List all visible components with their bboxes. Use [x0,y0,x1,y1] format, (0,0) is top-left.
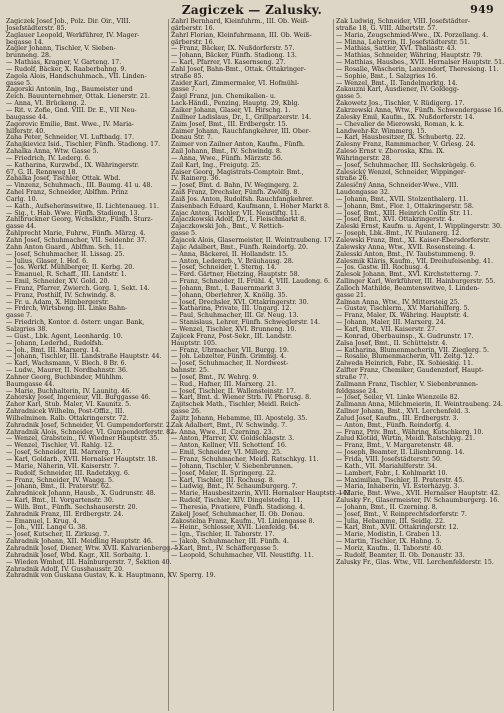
directory-entry: Zalesmik Kläris, Kaufm., VII. Dreihufeisenbg. 41. [336,257,494,265]
directory-entry: gasse 5. [6,79,32,87]
directory-entry: Zahradnik Josef, Diener, Wtw. XVII. Kalvarienbergg. 5. [6,544,181,552]
directory-entry: brunneng. 28. [6,52,52,60]
directory-entry: — Sig., t. Hab. Wwe. Fünfh. Stadiong. 13. [6,209,140,217]
directory-entry: — Karl, Tischler, III. Rochusg. 8. [171,476,275,484]
directory-entry: — Franz, Priv. Bmt., Währing, Kutschkerg. 10. [336,428,484,436]
directory-entry: — Anna, Wwe., Fünfh. Märzstr. 56. [171,154,283,162]
directory-entry: Zalewski Franz, Bmt., XI. Kaiser-Ebersdorferstr. [336,237,491,244]
directory-entry: — Johann, Bmt., Flor. 1, Ottakringerstr. 58. [336,202,474,210]
columns [4,18,504,711]
directory-entry: Zahradnicek Johann, Hausb., X. Gudrunstr. 48. [6,490,156,498]
directory-entry: gärberstr. 16. [171,38,215,46]
directory-entry: — Mathias, Sattler, XVI. Thaliastr. 43. [336,45,457,53]
directory-entry: — Rosalie, Blumenmacherin, VII. Zeltg. 12. [336,353,475,361]
directory-entry: — Ign., Tischler, II. Taborstr. 17. [171,531,275,539]
directory-entry: Zaillner Ladislaus, Dr., I., Grillparzerstr. 14. [171,113,312,121]
directory-entry: — Joh. Lebzelter, Fünfh. Grimmg. 4. [171,353,287,361]
directory-entry: — Karl, Bmt., XVII. Ottakringerstr. 12. [336,524,459,532]
directory-entry: Zahradnik Johann, XII. Meidling Hauptstr. 46. [6,538,153,546]
directory-entry: Zalesok Johann, Bmt., XVI. Kirchstetterng. 7. [336,271,481,279]
directory-entry: Zahor Karl, Stub. Maler, VI. Kaunitz. 5. [6,401,132,409]
directory-entry: — Franz, Bmt., V. Margaretenstr. 48. [336,442,454,450]
directory-entry: Zahradnik Adolf, IV. Gusshausstr. 20. [6,565,125,573]
directory-entry: — Jos. Gastw. III. Rochusg. 4. [336,264,430,272]
directory-entry: Zaisenbach Eduard, Kaufmann, I. Hoher Markt 8. [171,202,330,210]
directory-entry: — Johann, Bäcker, Fünfh. Stadiong. 13. [171,52,297,60]
directory-entry: Zahajkievicz Isid., Tischler, Fünfh. Stadiong. 17. [6,141,161,149]
directory-entry: 67, G. II. Rennweg 18. [6,168,78,176]
directory-entry: — Maria, Zeugschmied-Wwe., IX. Porzellang. 4. [336,31,489,39]
directory-entry: — Marie, Buchhalterin, IV. Launitg. 46. [6,387,132,395]
directory-entry: Zalfter Franz, Chemiker, Gaudenzdorf, Haupt- [336,367,484,375]
directory-entry: Zakelj Josef, Schuhmacher, II. Ob. Donau. [171,510,305,518]
directory-entry: — Johann, Oberlehrer, X. Knöllg. 35. [171,291,288,299]
directory-entry: — Julia, Hebamme, III. Seidlg. 22. [336,517,445,525]
directory-entry: — Johann, Bmt., XVII. Stolzenthalerg. 11. [336,195,469,203]
directory-entry: Zalesky Emil, Kaufm., IX. Nußdorferstr. 14. [336,113,475,121]
directory-entry: Zahradnik Josef, Wbd. Kagr., XII. Sorbaitg. 1. [6,551,151,559]
directory-entry: — Johann, Tischler, V. Siebenbrunnen. [171,462,293,470]
directory-entry: — Marie, Hausbesitzerin, XVII. Hernalser Hauptstr. 142. [171,490,353,498]
directory-entry: — Josef, Bmt., XVI. Ottakringerstr. 4. [336,216,455,224]
directory-entry: Zajaczkowski Joh., Bmt., V. Rettich- [171,223,284,231]
directory-entry: gasse 7. [6,312,32,320]
directory-entry: — Rudolf, Bäcker, X. Raaberbahng. 9. [6,65,127,73]
directory-entry: Zahel Franz, Schneider, Ablfhm. Prinz [6,189,128,197]
directory-entry: — Josef, Bmt. d. Bahn, IV. Wegingerg. 2. [171,182,299,190]
directory-entry: — Karl, Bmt., VII. Kaiserstr. 27. [336,325,437,333]
directory-entry: Zahalka Anna, Wtw. Gasse 5. [6,148,99,156]
directory-entry: — Wenzel, Tischler, VI. Rahlg. 12. [6,442,114,450]
directory-entry: — Wieden Wmhof, III. Hainburgerstr. 7, Sektion 40. [6,558,172,566]
directory-entry: Zajac Anton, Tischler, VII. Neustiftg. 11. [171,209,300,217]
directory-entry: — Marie, Bmt. Wwe., XVII. Hernalser Hauptstr. 42. [336,490,500,498]
directory-entry: — Wenzel, Grabstein., IV. Wiedner Hauptstr. 35. [6,435,160,443]
directory-entry: straße 77. [336,373,369,381]
directory-entry: — Anton, Lederarb., V. Bräuhausg. 28. [171,257,294,265]
directory-entry: Zalusky Fr., Glasermeister, IV. Schaumburgerg. 16. [336,497,500,505]
directory-entry: — Sophie, Bmt., I. Salzgries 16. [336,72,438,80]
directory-entry: — Maria, Inhaberin, VI. Esterházyg. 3. [336,483,460,491]
directory-entry: Zahradnicek Wilhelm, Post-Offiz., III. [6,408,125,416]
directory-entry: — Josef, Bmt., V. Reinprechtsdorferstr. 7. [336,510,467,518]
directory-entry: Zaiß Franz, Drechsler, Fünfh. Zwölfg. 8. [171,189,300,197]
directory-entry: — Kath., Aufseherinswitwe, II. Lichtenaueg. 11. [6,202,160,210]
directory-entry: — Wilh. Bmt., Fünfh. Sechshauserstr. 20. [6,503,138,511]
directory-entry: Zaimer von Zailner Anton, Kaufm., Fünfh. [171,141,305,149]
directory-entry: — Josef, Maler, II. Springerg. 22. [171,469,277,477]
directory-entry: — Fr. u. Adam, X. Himbergerstr. [6,298,109,306]
directory-entry: — Karl, Bmt. d. Wiener Strb. IV. Phorusg. 8. [171,394,312,402]
directory-entry: — Franz, Bäcker, IX. Nußdorferstr. 57. [171,45,295,53]
directory-entry: — Maximilian, Tischler, II. Praterstr. 45. [336,476,465,484]
directory-entry: Baumgasse 44. [6,380,55,388]
directory-entry: — Wenzel, Tischler, XVI. Brunneng. 10. [171,325,297,333]
directory-entry: straße 85. [171,72,204,80]
directory-entry: hilferstr. 40. [6,127,46,135]
directory-entry: — Johann, Bmt., I. Bauernmarkt 3. [171,284,282,292]
directory-entry: Zaleski Ernst, Kaufm. u. Agent, I. Wipplingerstr. 30. [336,223,503,231]
directory-entry: Zallner Johann, Bmt., XVI. Lerchenfeld. 3. [336,408,471,416]
directory-entry: Zahradnik Alois, Schneider, VI. Gumpendorferstr. 82. [6,428,177,436]
directory-entry: — Josef, Schuhmacher, II. Lissag. 25. [6,250,125,258]
directory-entry: Zahradnik von Guskana Gustav, K. k. Hauptmann, XV. Sperrg. 19. [6,572,216,580]
directory-entry: — Josef, Bmt., IV. Wehrg. 9. [171,373,259,381]
directory-entry: — Gustav, Tischlerm., XV. Mariahilferg. 5. [336,305,470,313]
directory-entry: — Katharina, Kurzwbd., IX. Währingerstr. [6,161,139,169]
directory-entry: gasse 7. [171,86,197,94]
directory-entry: — Joseph, Lbk.-Bmt., IV. Paulanerg. 12. [336,230,462,238]
directory-entry: — Ludw., Maurer, II. Nordbahnstr. 36. [6,367,128,375]
directory-entry: — Mathias, Schneider, Währing, Hauptstr. 79. [336,52,483,60]
directory-entry: Zalloch Mathilde, Beamtenswitwe, I. Linden- [336,284,480,292]
directory-entry: — Paul, Schuhmacher, III. Gr. Neug. 13. [171,312,299,320]
directory-entry: — Marie, Modistin, I. Graben 13. [336,531,442,539]
directory-entry: — Konrad, Oberbauinsp., X. Gudrunstr. 17. [336,332,474,340]
directory-entry: — Josef, Schuhmacher, III. Sechskrügelg. 6. [336,161,477,169]
directory-entry: begasse 14. [6,38,44,46]
directory-entry: Zaim Josef, Bmt., III. Erdbergstr. 15. [171,120,288,128]
directory-entry: — Leopold, Schuhmacher, VII. Neustiftg. 11. [171,551,314,559]
directory-entry: straße 26. [336,175,369,183]
directory-entry: Laudongasse 32. [336,189,390,197]
directory-entry: — Karl, Pfarrer, VI. Kasernseng. 27. [171,59,286,67]
directory-entry: — Friedrich, Kontor. d. österr. ungar. Bank, [6,319,145,327]
directory-entry: — Josef, Kutscher, II. Zirkusg. 7. [6,531,110,539]
directory-entry: Zak Adalbert, Bmt., IV. Schwindg. 7. [171,421,288,429]
column-3 [334,18,504,711]
directory-entry: Zajacek Alois, Glasermeister, II. Weintraubeng. 17. [171,237,334,244]
directory-entry: — Franz, Schuhmacher, Meidl. Ratschkyg. 11. [171,456,319,463]
directory-entry: Zaglauer Leopold, Werkführer, IV. Mager- [6,31,140,39]
directory-entry: Zalewsky Anna, Wtw., XVII. Rosensteing. 4. [336,243,476,251]
directory-entry: Donau Str. 7. [171,134,213,142]
directory-entry: Zalusky Fr., Glas. Wtw., VII. Lerchenfelderstr. 15. [336,558,494,566]
directory-entry: IV. Rainerg. 36. [171,175,221,183]
directory-entry: — Rosalie, Wäscherin, Lanzendorf, Theresieng. 11. [336,65,499,73]
directory-entry: Zak Ludwig, Schneider, VIII. Josefstädter- [336,18,470,25]
directory-entry: Zakowetz Jos., Tischler, V. Rüdigerg. 17. [336,100,465,108]
directory-entry: — Johann, Bmt., II. Czerning. 8. [336,503,438,511]
directory-entry: Zagiczek Josef Job., Polz. Dir. Oir., VIII. [6,18,131,25]
directory-entry: Zaigl Franz, jun. Chemikalien- u. [171,93,276,101]
running-head: Zagiczek — Zalusky. [181,3,323,17]
directory-entry: Zalman Anna, Wtw., IV. Mittersteig 25. [336,298,460,306]
directory-entry: — Matthias, Hausbes., XVII. Hernalser Hauptstr. 51. [336,59,504,67]
directory-entry: Zalesičný Anna, Schneider-Wwe., VIII. [336,182,459,190]
directory-entry: Zajicek Franz, Post-Sekr., III. Landstr. [171,332,293,340]
directory-entry: Zahrl Florian, Kleinfuhrmann, III. Ob. Weiß- [171,31,312,39]
directory-entry: Hauptstr. 105. [171,339,217,347]
directory-entry: — Karl, Wachsmann, V. Blech. 8 Br. 6. [6,360,127,368]
directory-entry: — Rudolf, Beamter, II. Ob. Donaustr. 33. [336,551,465,559]
directory-entry: Josefstädterstr. 85. [6,24,67,32]
directory-entry: Zahn Anton Guard., Ablfhm. Sch. 11. [6,243,124,251]
directory-entry: — Josef, Bmt., XIII. Heinrich Collin Str. 11. [336,209,473,217]
directory-entry: Zallmann Anna, Milchmeierin, II. Weintraubeng. 24. [336,401,503,409]
directory-entry: Zagorovic Emilie, Bmt. Wwe., IV. Maria- [6,120,134,128]
directory-entry: Zahl Josef, Bahn-Bmt., Ottak. Ottakringer- [171,65,306,73]
directory-entry: Zalesó Ernst v. Zboroska, Kfm. IX. [336,148,445,156]
directory-entry: Zail Johann, Bmt., IV. Schwindg. 8. [171,148,282,156]
directory-entry: — Johann, Tischler, III. Landstraße Hauptstr. 44. [6,353,162,361]
directory-entry: — Johann, Maler, III. Marxerg. 24. [336,319,446,327]
directory-entry: — Karl, Bmt., IV. Schäffergasse 5. [171,544,279,552]
directory-entry: — Karl, Bmt., II. Vorgartenstr. 30. [6,497,114,505]
directory-entry: Zalesny Franz, Rammmacher, V. Griesg. 24. [336,141,476,149]
directory-entry: — Ludwig, Bmt., IV. Schaumburgerg. 7. [171,483,298,491]
directory-entry: — Heinr., Schlosser, XVII. Lienfeldg. 64. [171,524,300,532]
directory-entry: Wilhelminen. Ralb. Ottakringerstr. 72. [6,414,129,422]
directory-entry: Zagler Johann, Tischler, V. Sieben- [6,45,116,53]
directory-entry: Zail Karl, Ing., Freigutg. 25. [171,161,262,169]
directory-entry: gasse 21. [336,291,366,299]
directory-entry: — Franz, Posthilf, IV. Schwindg. 8. [6,291,116,299]
directory-entry: Zalsa Josef, Bmt., II. Schüttelstr. 4. [336,339,448,347]
directory-entry: — Ferd. Gärtner, Hietzing, Hauptstr. 58. [171,271,300,279]
directory-entry: — Frdrch, Wirtsbeng. III. Linke Bahn- [6,305,128,313]
directory-entry: Zaha Peter, Schneider, VI. Luftbadg. 17. [6,134,134,142]
directory-entry: — Jos. Werkf. Mühlberger, II. Kerbg. 20. [6,264,135,272]
directory-entry: — Franz, Schneider, II. Frühl. 4, VIII. Laudong. 6. [171,278,330,286]
directory-entry: Zahlbruckner Georg, Wchslkhr., Fünfh. Sturz- [6,216,153,224]
directory-entry: — Jakob, Schuhmacher, III. Fünfh. 4. [171,538,289,546]
directory-entry: Zalweda Heinrich, Fabr., IX. Sobieskig. 11. [336,360,473,368]
directory-entry: — Anna, Wwe., II. Czerning. 23. [171,428,274,436]
directory-entry: — Johann, Lederhd., Rudolfsh. [6,339,104,347]
directory-entry: — Gust., Lbk. Agent, Leonhardg. 10. [6,332,123,340]
directory-entry: — Anton, Pfarrer, XV. Goldschlagstr. 3. [171,435,295,443]
directory-entry: Zahálka Josef, Tischler, Ottak. Wbd. [6,175,121,183]
directory-entry: — Emanuel, I. Krug. 4. [6,517,79,525]
directory-entry: Zaiker Johann, Glaser, VI. Hirschg. 1. [171,106,291,114]
directory-entry: Lack-Händl., Penzing, Hauptg. 29, Kblg. [171,100,300,108]
directory-entry: — Josef, Seiler, VI. Linke Wienzeile 82. [336,394,460,402]
directory-entry: — Josef, Schneider, III. Marxerg. 17. [6,449,123,457]
directory-entry: — Emil, Schneider, VI. Millerg. 25. [171,449,282,457]
directory-entry: straße 18, G. VIII. Albertstr. 57. [336,24,438,32]
directory-entry: gasse 5. [336,93,362,101]
directory-entry: — Josef, Schuhmacher, II. Nordwest- [171,360,289,368]
directory-entry: — Joh., VIII. Lange G. 38. [6,524,88,532]
directory-entry: — Chevalier de Mierowski, Roman, k. k. [336,120,465,128]
directory-entry: Zagola Alois, Handschuhmach., VII. Linden- [6,72,147,80]
directory-entry: — Wenzel, Bmt., II. Tandelmarktg. 14. [336,79,458,87]
directory-entry: Zahorsky Josef, Ingenieur, VII. Burggasse 46. [6,394,151,402]
directory-entry: Zajic Adalbert, Bmt., Fünfh. Reindorfg. 20. [171,243,309,251]
directory-entry: Zajitz Johann, Hebamme, III. Apostelg. 35. [171,414,308,422]
directory-entry: — Josef, Schneider, I. Sterng. 14. [171,264,277,272]
directory-entry: — Rudolf, Schneider, III. Radetzkyg. 6. [6,469,130,477]
directory-entry: — Anton, Kellner, VII. Schottenf. 16. [171,442,287,450]
directory-entry: — Stanislaus, Lehrer, Fünfh. Schweglerstr. 14. [171,319,321,327]
directory-entry: Zalud Klotild, Wirtin, Meidl. Ratschkyg. 21. [336,435,475,443]
directory-entry: Zahn Josef, Schuhmacher, VII. Seidenbr. 37. [6,237,147,244]
directory-entry: — Frida, VIII. Josefstädterstr. 50. [336,456,443,463]
directory-entry: — Rud., Hafner, III. Marxerg. 21. [171,380,277,388]
directory-entry: — Anton, Bmt., Fünfh. Reindorfg. 4. [336,421,452,429]
directory-entry: gasse 5. [171,230,197,238]
directory-entry: — Anna, VI. Brückeng. 2. [6,100,87,108]
directory-entry: Zajaczkowski Adolf, Dr., I. Fleischmarkt 8. [171,216,307,224]
directory-entry: — Mathias, Kragner, V. Garteng. 17. [6,59,122,67]
directory-entry: Zahlprecht Marie, Fuhrw., Fünfh. Märzg. 4. [6,230,146,238]
directory-entry: Carlg. 10. [6,195,38,203]
directory-entry: — Katharina, Private, III. Ungarg. 12. [171,305,292,313]
directory-entry: Zaider Karl, Zimmermaler, VI. Hofmühl- [171,79,300,87]
directory-entry: — Johann, Bmt., II. Praterstr. 62. [6,483,112,491]
directory-entry: — Julius, Glaser, I. Hof. 6. [6,257,89,265]
directory-entry: Zaiser Georg, Magistrats-Comptoir. Bmt., [171,168,304,176]
directory-entry: gasse 44. [6,223,36,231]
directory-entry: — Martin, Tischler, IX. Hahng. 5. [336,538,442,546]
directory-entry: Zahner Georg, Buchbinder, Mühlhm. [6,373,124,381]
directory-entry: Zahradnik Josef, Schneider, VI. Gumpendorferstr. 2. [6,421,172,429]
directory-entry: Zahrl Bernhard, Kleinfuhrm., III. Ob. Weiß- [171,18,310,25]
directory-entry: Landwehr-Kr. Wimmerg. 15. [336,127,427,135]
directory-entry: — Theresia, Pivatiere, Fünfh. Stadiong. 4. [171,503,305,511]
directory-entry: Zakostelna Franz, Kaufm., VI. Liniengasse 8. [171,517,315,525]
directory-entry: bahnstr. 25. [171,367,209,375]
directory-entry: Salzgries 38. [6,325,48,333]
directory-entry: — Karl, Goldarb., XVII. Hernalser Hauptstr. 18. [6,456,158,463]
directory-entry: — Franz, Pfarrer, Zwierch. Gorg. 1, Sekt. 14. [6,284,150,292]
directory-entry: — Friedrich, IV. Lederg. 6. [6,154,91,162]
directory-entry: — Franz, Uhrmacher, VII. Burgg. 19. [171,346,289,354]
directory-entry: Zalesický Wenzel, Schneider, Wippinger- [336,168,466,176]
directory-entry: — Emanuel, R. Schaff., III. Landstr. 1. [6,271,127,279]
directory-entry: — Joseph, Beamter, II. Lilienbrunng. 14. [336,449,465,457]
directory-entry: — Moriz, Kaufm., II. Taborstr. 40. [336,544,444,552]
directory-entry: — Katharina, Blumenmacherin, VII. Zieglerg. 5. [336,346,489,354]
directory-entry: — Josef, Tischler, II. Wallensteinstr. 17. [171,387,296,395]
directory-entry: Zalud Josef, Kaufm., III. Erdbergstr. 3. [336,414,459,422]
page-number: 949 [470,3,494,16]
directory-entry: feldgasse 24. [336,387,379,395]
directory-entry: Zakauzni Karl, Ausdiener, IV. Goldegg- [336,86,460,94]
directory-entry: — Rit. v. Zofie, Gnd. VIII. Dr. E., VII Neu- [6,106,137,114]
directory-entry: gasse 26. [171,408,201,416]
directory-entry: — Josef, Drechsler, XVI. Ottakringerstr. 30. [171,298,309,306]
directory-entry: Zajitschek Math., Tischler, Meidl. Reich- [171,401,301,409]
directory-entry: Zallinger Karl, Werkführer, III. Hainburgerstr. 55. [336,278,496,286]
directory-entry: Zaiß Jos. Anton, Rudolfsh. Rauchfangkehrer. [171,195,314,203]
directory-entry: Zalesski Anton, Bmt., IV. Taubstummeng. 9. [336,250,476,258]
directory-entry: Zallmann Franz, Tischler, V. Siebenbrunnen- [336,380,479,388]
directory-entry: — Minna, Lehrerin, II. Josefstädterstr. 51. [336,38,470,46]
directory-entry: Währingerstr. 28. [336,154,392,162]
directory-entry: Zagorski Antonin, Ing., Baumeister und [6,86,133,94]
directory-entry: Zakrzewski Anna, Wtw., Fünfh. Schwendergasse 16. [336,106,504,114]
directory-entry: — Marie, Näherin, VII. Kaiserstr. 7. [6,462,120,470]
directory-entry: — Rudolf, Tischler, XIV. Dingelstedtg. 11. [171,497,303,505]
directory-entry: — Franz, Schneider, IV. Waagg. 5. [6,476,115,484]
directory-entry: — Lambert, Fabr., I. Kohlmarkt 10. [336,469,448,477]
directory-entry: Zaimer Johann, Rauchfangkehrer, III. Ober- [171,127,311,135]
page-header [4,3,500,19]
directory-entry: — Franz, Maler, IX. Währing. Hauptstr. 4. [336,312,469,320]
directory-entry: — Joh., Bmt. III. Marxerg. 14. [6,346,101,354]
directory-entry: — Anna, Bäckerei, II. Hollandstr. 15. [171,250,289,258]
directory-entry: baugasse 44. [6,113,48,121]
directory-entry: Zeich. Bauunternehmer, Ottak. Lienerstr. 21. [6,93,150,101]
directory-entry: gärberstr. 16. [171,24,215,32]
directory-entry: — Karl, Hausbesitzer, IX. Schubertg. 22. [336,134,466,142]
directory-entry: — Vinzenz, Schuhmach., III. Baumg. 41 u. 48. [6,182,153,190]
directory-entry: Zahradnik Franz, III. Erdbergstr. 24. [6,510,124,518]
directory-entry: — Kath., VII. Mariahilferstr. 34. [336,462,438,470]
directory-entry: — Emil, Schneider, XV. Gold. 20. [6,278,110,286]
